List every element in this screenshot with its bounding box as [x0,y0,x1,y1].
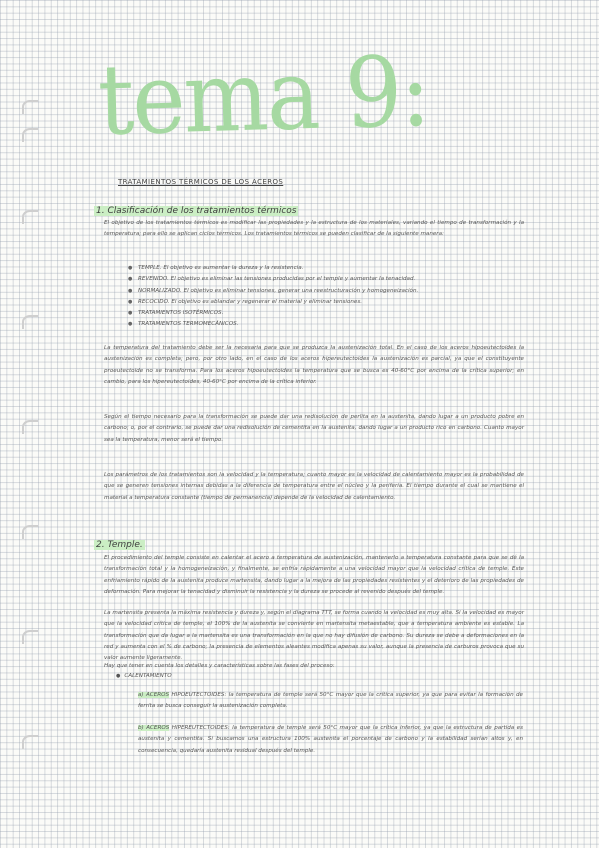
item-text: HIPEREUTECTOIDES: la temperatura de temple será 50°C mayor que la crítica inferior, ya que la estructura de partida es austenita y cementita. Si buscamos una estructura 100% austenita el porcentaje de carbono y la estabilidad serían altos y, en consecuencia, quedaría austenita residual después del temple. [138,725,523,754]
list-item: ● RECOCIDO. El objetivo es ablandar y regenerar el material y eliminar tensiones. [128,297,523,308]
binder-hole [22,210,38,224]
section-1-paragraph-4: Los parámetros de los tratamientos son la velocidad y la temperatura; cuanto mayor es la velocidad de calentamiento mayor es la probabilidad de que se generen tensiones internas debidas a la diferencia de temperatura entre el núcleo y la periferia. El tiempo durante el cual se mantiene el material a temperatura constante (tiempo de permanencia) depende de la velocidad de calentamiento. [104,472,524,501]
section-1-heading-text: 1. Clasificación de los tratamientos térmicos [96,206,297,216]
binder-hole [22,525,38,539]
list-item: ● REVENIDO. El objetivo es eliminar las tensiones producidas por el temple y aumentar la tenacidad. [128,274,523,285]
section-1-paragraph-2: La temperatura del tratamiento debe ser la necesaria para que se produzca la austenización total. En el caso de los aceros hipoeutectoides la austenización es completa; pero, por otro lado, en el caso de los aceros hipereutectoides la austenización es parcial, ya que el constituyente proeutectoide no se transforma. Para los aceros hipoeutectoides la temperatura que se busca es 40-60°C por encima de la crítica superior; en cambio, para los hipereutectoides, 40-60°C por encima de la crítica inferior. [104,345,524,385]
binder-hole [22,315,38,329]
binder-hole [22,128,38,142]
section-1-heading [94,206,298,216]
treatment-list [128,263,523,331]
list-item: ● TRATAMIENTOS TERMOMECÁNICOS. [128,319,523,330]
section-2-heading-text: 2. Temple. [96,540,143,550]
list-item: ● NORMALIZADO. El objetivo es eliminar tensiones, generar una reestructuración y homogeneización. [128,286,523,297]
section-2-paragraph-1: El procedimiento del temple consiste en calentar el acero a temperatura de austenización, mantenerlo a temperatura constante para que se dé la transformación total y la homogeneización, y finalmente, se enfría rápidamente a una velocidad mayor que la velocidad crítica de temple. Este enfriamiento rápido de la austenita produce martensita, dando lugar a la mejora de las propiedades resistentes y el deterioro de las propiedades de deformación. Para mejorar la tenacidad y disminuir la resistencia y la dureza se procede al revenido después del temple. [104,555,524,595]
binder-hole [22,735,38,749]
binder-hole [22,420,38,434]
section-2-paragraph-2: La martensita presenta la máxima resistencia y dureza y, según el diagrama TTT, se forma cuando la velocidad es muy alta. Si la velocidad es mayor que la velocidad crítica de temple, el 100% de la austenita se convierte en martensita metaestable, que a temperatura ambiente es estable. La transformación que da lugar a la martensita es una transformación en la que no hay difusión de carbono. Su dureza se debe a deformaciones en la red y aumenta con el % de carbono; la presencia de elementos aleantes modifica apenas su valor, aunque la presencia de carburos provoca que su valor aumente ligeramente. [104,610,524,662]
list-item: ● TRATAMIENTOS ISOTÉRMICOS. [128,308,523,319]
section-2-heading [94,540,145,550]
list-item [138,690,523,713]
list-item [138,723,523,757]
subject-heading: TRATAMIENTOS TÉRMICOS DE LOS ACEROS [118,178,284,186]
page-title: tema 9: [96,35,430,158]
binder-hole [22,630,38,644]
section-1-paragraph-3: Según el tiempo necesario para la transformación se puede dar una redisolución de perlita en la austenita, dando lugar a un producto pobre en carbono; o, por el contrario, se puede dar una redisolución de cementita en la austenita, dando lugar a un producto rico en carbono. Cuanto mayor sea la temperatura, menor será el tiempo. [104,414,524,443]
calentamiento-heading: ● CALENTAMIENTO [116,673,172,679]
section-2-paragraph-3: Hay que tener en cuenta los detalles y características sobre las fases del proceso: [104,663,335,669]
list-item: ● TEMPLE. El objetivo es aumentar la dureza y la resistencia. [128,263,523,274]
binder-hole [22,100,38,114]
item-tag: b) ACEROS [138,725,170,731]
item-tag: a) ACEROS [138,692,170,698]
item-text: HIPOEUTECTOIDES: la temperatura de temple será 50°C mayor que la crítica superior, ya que para evitar la formación de ferrita se busca conseguir la austenización completa. [138,692,523,710]
section-1-intro: El objetivo de los tratamientos térmicos es modificar las propiedades y la estructura de los materiales, variando el tiempo de transformación y la temperatura; para ello se aplican ciclos térmicos. Los tratamientos térmicos se pueden clasificar de la siguiente manera: [104,220,524,238]
